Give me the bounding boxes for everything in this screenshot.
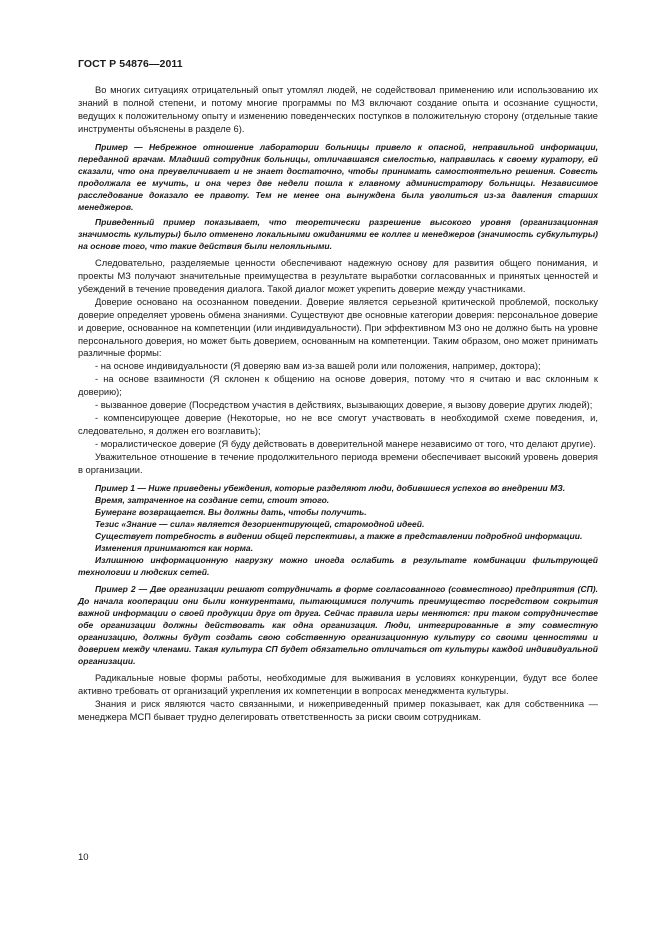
example-line: Тезис «Знание — сила» является дезориентирующей, старомодной идеей. [95, 519, 425, 530]
document-header: ГОСТ Р 54876—2011 [78, 58, 183, 70]
example-commentary: Приведенный пример показывает, что теоретически разрешение высокого уровня (организационная значимость культуры) было отменено локальными ожиданиями ее коллег и менеджеров (значимость субкультуры) на основе того, что такие действия были нелояльными. [78, 216, 598, 251]
example-line: Существует потребность в видении общей перспективы, а также в представлении подробной информации. [95, 531, 583, 542]
example-line: Время, затраченное на создание сети, стоит этого. [95, 495, 330, 506]
paragraph: Следовательно, разделяемые ценности обеспечивают надежную основу для развития общего понимания, и проекты МЗ получают значительные преимущества в результате выработки согласованных и принятых ценностей и убеждений в течение проведения диалога. Такой диалог может укрепить доверие между участниками. [78, 257, 598, 294]
example-block: Пример 2 — Две организации решают сотрудничать в форме согласованного (совместного) предприятия (СП). До начала кооперации они были конкурентами, пытающимися получить преимущество посредством сокрытия важной информации о своей продукции друг от друга. Сейчас правила игры меняются: при таком сотрудничестве обе организации должны действовать как одна организация. Люди, интегрированные в эту совместную организацию, должны будут создать свою собственную организационную культуру со своими ценностями и доверием между членами. Такая культура СП будет обязательно отличаться от культуры каждой индивидуальной организации. [78, 584, 598, 667]
list-item: - на основе взаимности (Я склонен к общению на основе доверия, потому что я считаю и вас склонным к доверию); [78, 374, 598, 398]
document-body [78, 84, 598, 724]
paragraph: Уважительное отношение в течение продолжительного периода времени обеспечивает высокий уровень доверия в организации. [78, 452, 598, 476]
example-block: Пример 1 — Ниже приведены убеждения, которые разделяют люди, добившиеся успехов во внедрении МЗ. [95, 483, 566, 494]
page-number: 10 [78, 852, 89, 863]
paragraph: Знания и риск являются часто связанными, и нижеприведенный пример показывает, как для собственника — менеджера МСП бывает трудно делегировать ответственность за риски своим сотрудникам. [78, 698, 598, 722]
list-item: - вызванное доверие (Посредством участия в действиях, вызывающих доверие, я вызову доверие других людей); [95, 400, 593, 411]
example-line: Изменения принимаются как норма. [95, 543, 254, 554]
example-line: Излишнюю информационную нагрузку можно иногда ослабить в результате комбинации фильтрующей технологии и людских сетей. [78, 555, 598, 578]
list-item: - компенсирующее доверие (Некоторые, но не все смогут участвовать в необходимой схеме поведения, и, следовательно, я должен его возглавить); [78, 413, 598, 437]
list-item: - на основе индивидуальности (Я доверяю вам из-за вашей роли или положения, например, доктора); [95, 361, 541, 372]
example-line: Бумеранг возвращается. Вы должны дать, чтобы получить. [95, 507, 367, 518]
example-block: Пример — Небрежное отношение лаборатории больницы привело к опасной, неправильной информации, переданной врачам. Младший сотрудник больницы, отличавшаяся смелостью, направилась к своему куратору, ей сказали, что она преувеличивает и не знает достаточно, чтобы принимать самостоятельно решения. Совесть продолжала ее мучить, и она через две недели пошла к главному администратору больницы. Независимое расследование доказало ее правоту. Тем не менее она вынуждена была уволиться из-за давления старших менеджеров. [78, 141, 598, 212]
paragraph: Во многих ситуациях отрицательный опыт утомлял людей, не содействовал применению или использованию их знаний в полной степени, и потому многие программы по МЗ включают создание опыта и осознание сущности, ведущих к положительному опыту и изменению поведенческих поступков в положительную сторону (отдельные такие инструменты объяснены в разделе 6). [78, 85, 598, 134]
paragraph: Радикальные новые формы работы, необходимые для выживания в условиях конкуренции, будут все более активно требовать от организаций укрепления их компетенции в вопросах менеджмента культуры. [78, 673, 598, 696]
list-item: - моралистическое доверие (Я буду действовать в доверительной манере независимо от того, что делают другие). [95, 439, 596, 450]
paragraph: Доверие основано на осознанном поведении. Доверие является серьезной критической проблемой, поскольку доверие определяет уровень обмена знаниями. Существуют две основные категории доверия: персональное доверие и доверие, основанное на компетенции (или индивидуальности). При эффективном МЗ оно не должно быть на уровне персонального доверия, но может быть доверием, основанным на компетенции. Таким образом, оно может принимать различные формы: [78, 296, 598, 359]
